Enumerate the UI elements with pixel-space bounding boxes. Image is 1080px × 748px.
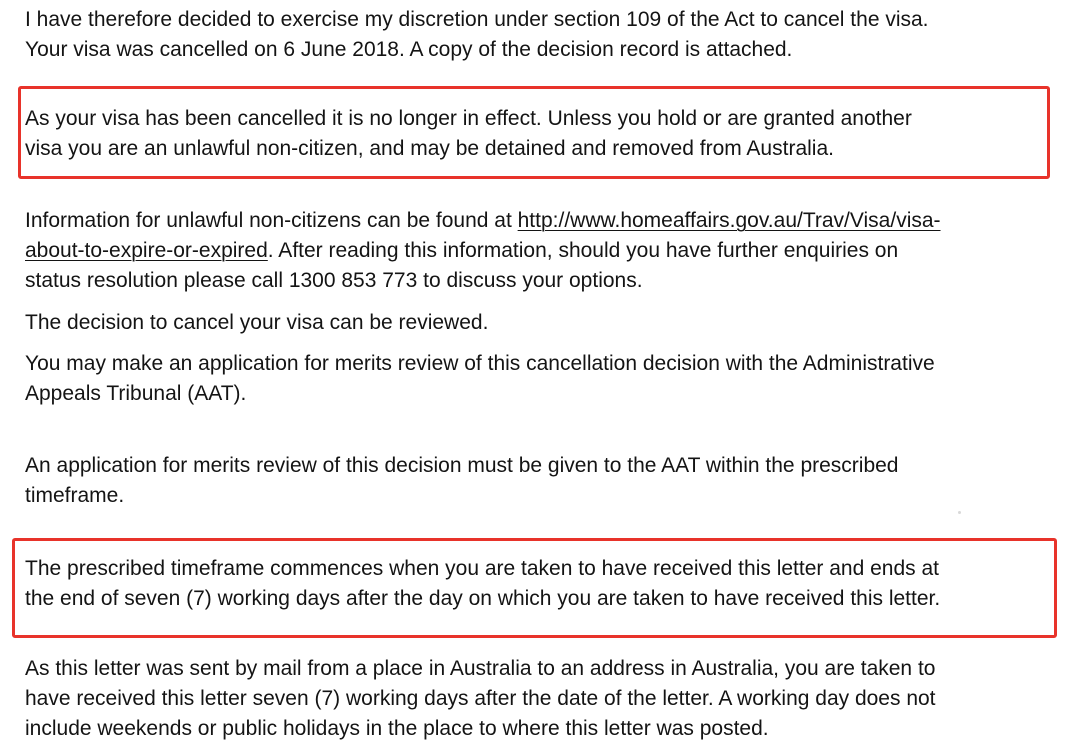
text-segment: . After reading this information, should you have further enquiries on (267, 239, 899, 262)
paragraph-application-timeframe (25, 451, 1065, 511)
text-line: include weekends or public holidays in the place to where this letter was posted. (25, 717, 769, 740)
text-line: Your visa was cancelled on 6 June 2018. A copy of the decision record is attached. (25, 38, 793, 61)
text-segment: Information for unlawful non-citizens can be found at (25, 209, 518, 232)
text-line: An application for merits review of this decision must be given to the AAT within the prescribed (25, 454, 899, 477)
text-line: As your visa has been cancelled it is no longer in effect. Unless you hold or are granted another (25, 107, 912, 130)
text-line: I have therefore decided to exercise my discretion under section 109 of the Act to cancel the visa. (25, 8, 929, 31)
homeaffairs-link-continued[interactable]: about-to-expire-or-expired (25, 239, 268, 262)
paragraph-receipt-of-letter (25, 654, 1065, 744)
text-line: Appeals Tribunal (AAT). (25, 382, 247, 405)
text-line (25, 236, 1065, 266)
text-line: timeframe. (25, 484, 125, 507)
paragraph-prescribed-timeframe (25, 554, 1065, 614)
text-line: visa you are an unlawful non-citizen, and may be detained and removed from Australia. (25, 137, 834, 160)
paragraph-cancellation-decision (25, 5, 1065, 65)
scan-speck (958, 511, 961, 514)
text-line: The prescribed timeframe commences when you are taken to have received this letter and ends at (25, 557, 939, 580)
paragraph-unlawful-status (25, 104, 1065, 164)
paragraph-merits-review (25, 349, 1065, 409)
text-line: The decision to cancel your visa can be reviewed. (25, 311, 489, 334)
homeaffairs-link[interactable]: http://www.homeaffairs.gov.au/Trav/Visa/visa- (517, 209, 941, 232)
text-line (25, 206, 1065, 236)
paragraph-information-link (25, 206, 1065, 296)
text-line: You may make an application for merits review of this cancellation decision with the Administrative (25, 352, 935, 375)
text-line: have received this letter seven (7) working days after the date of the letter. A working day does not (25, 687, 936, 710)
text-line: status resolution please call 1300 853 773 to discuss your options. (25, 269, 643, 292)
text-line: the end of seven (7) working days after the day on which you are taken to have received this letter. (25, 587, 941, 610)
text-line: As this letter was sent by mail from a place in Australia to an address in Australia, you are taken to (25, 657, 936, 680)
paragraph-decision-reviewable (25, 308, 1065, 338)
